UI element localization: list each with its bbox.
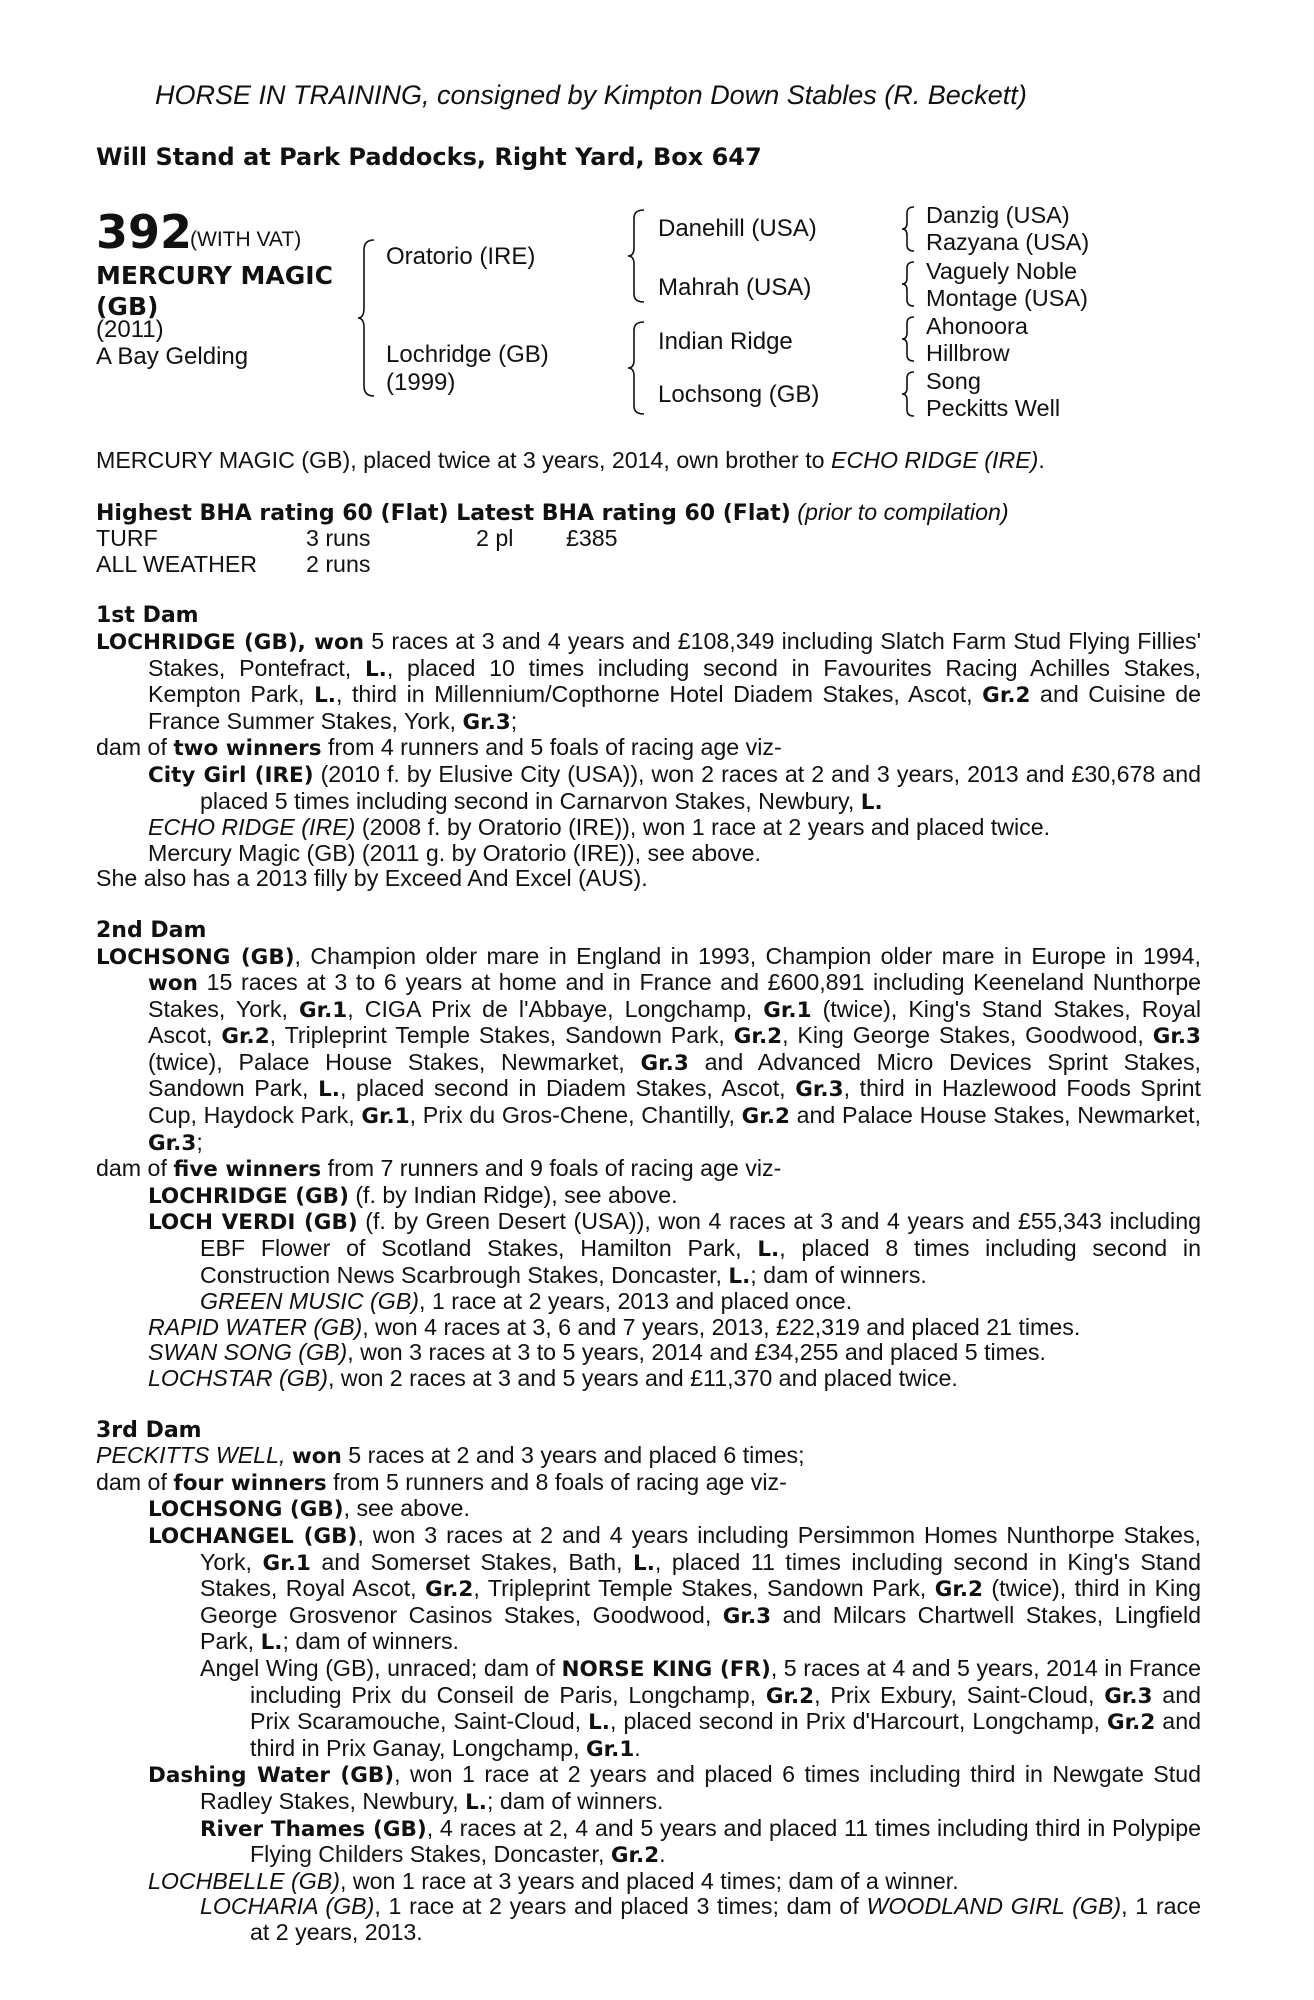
text-run: and Advanced Micro Devices Sprint Stakes, Sandown Park,: [148, 1048, 1201, 1102]
text-run: , 1 race at 2 years and placed 3 times; dam of: [374, 1893, 867, 1920]
text-run: Gr.3: [1104, 1683, 1153, 1709]
text-run: WOODLAND GIRL (GB): [866, 1893, 1122, 1920]
text-run: , King George Stakes, Goodwood,: [782, 1022, 1153, 1049]
stand-location: Will Stand at Park Paddocks, Right Yard, Box 647: [96, 143, 762, 171]
text-run: .: [1038, 447, 1045, 473]
pedigree-gen3-4: Montage (USA): [926, 285, 1088, 311]
text-run: MERCURY MAGIC (GB), placed twice at 3 years, 2014, own brother to: [96, 447, 831, 473]
pedigree-gen3-2: Razyana (USA): [926, 229, 1090, 255]
gen3-bracket-3: [902, 317, 922, 367]
second-dam-produce-summary: [96, 1156, 1201, 1183]
text-run: ; dam of winners.: [750, 1261, 927, 1288]
text-run: , won 2 races at 3 and 5 years and £11,370 and placed twice.: [327, 1365, 958, 1391]
produce-loch-verdi: [96, 1209, 1201, 1289]
text-run: LOCHSTAR (GB): [148, 1365, 328, 1391]
text-run: Gr.3: [795, 1077, 844, 1103]
text-run: , Prix Exbury, Saint-Cloud,: [814, 1681, 1105, 1708]
text-run: Gr.3: [148, 1130, 197, 1156]
pedigree-dam: Lochridge (GB): [386, 341, 549, 368]
text-run: L.: [260, 1630, 283, 1656]
text-run: , won 1 race at 3 years and placed 4 times; dam of a winner.: [340, 1867, 959, 1894]
text-run: , won 3 races at 3 to 5 years, 2014 and £34,255 and placed 5 times.: [347, 1339, 1046, 1366]
text-run: , won 4 races at 3, 6 and 7 years, 2013, £22,319 and placed 21 times.: [362, 1313, 1081, 1340]
produce-lochstar: [96, 1366, 1201, 1392]
text-run: , placed 10 times including second in Favourites Racing Achilles Stakes, Kempton Park,: [148, 654, 1201, 708]
produce-echo-ridge: [96, 815, 1201, 841]
horse-description: A Bay Gelding: [96, 343, 249, 370]
text-run: ;: [196, 1128, 203, 1155]
text-run: ; dam of winners.: [486, 1787, 664, 1814]
text-run: , 5 races at 4 and 5 years, 2014 in France including Prix du Conseil de Paris, Longchamp,: [250, 1654, 1202, 1708]
first-dam-produce-summary: [96, 735, 1201, 762]
text-run: (twice), King's Stand Stakes, Royal Ascot,: [148, 995, 1202, 1049]
pedigree-dam-sire: Indian Ridge: [658, 328, 793, 355]
pedigree-sire-sire: Danehill (USA): [658, 215, 817, 242]
catalogue-body: [96, 448, 1201, 1945]
produce-lochangel: [96, 1523, 1201, 1656]
pedigree-gen3-3: Vaguely Noble: [926, 258, 1078, 284]
text-run: (twice), Palace House Stakes, Newmarket,: [148, 1048, 641, 1075]
horse-name-line1: MERCURY MAGIC: [96, 261, 333, 290]
text-run: L.: [728, 1263, 751, 1289]
text-run: 5 races at 3 and 4 years and £108,349 including Slatch Farm Stud Flying Fillies' Stakes, Pontefract,: [148, 627, 1201, 681]
text-run: Gr.2: [610, 1843, 660, 1869]
pedigree-dam-year: (1999): [386, 369, 456, 396]
produce-rapid-water: [96, 1315, 1201, 1341]
dam-parents-bracket: [630, 322, 650, 422]
text-run: ECHO RIDGE (IRE): [831, 447, 1039, 473]
text-run: LOCHANGEL (GB): [148, 1523, 358, 1549]
produce-swan-song: [96, 1340, 1201, 1366]
vat-note: (WITH VAT): [190, 228, 302, 251]
gen3-bracket-2: [902, 262, 922, 312]
text-run: , placed 8 times including second in Construction News Scarbrough Stakes, Doncaster,: [200, 1235, 1201, 1288]
text-run: and Cuisine de France Summer Stakes, York,: [148, 681, 1202, 734]
text-run: won: [148, 971, 198, 997]
text-run: five winners: [173, 1157, 322, 1183]
text-run: L.: [588, 1710, 610, 1736]
text-run: River Thames (GB): [200, 1816, 427, 1842]
text-run: .: [659, 1841, 666, 1868]
text-run: Gr.3: [1152, 1024, 1201, 1050]
text-run: Gr.1: [361, 1104, 410, 1130]
text-run: (f. by Green Desert (USA)), won 4 races at 3 and 4 years and £55,343 including EBF Flower of Scotland Stakes, Hamilton Park,: [200, 1208, 1201, 1262]
pedigree-gen3-1: Danzig (USA): [926, 202, 1070, 228]
pedigree-gen3-6: Hillbrow: [926, 340, 1010, 366]
turf-record: TURF 3 runs 2 pl £385: [96, 525, 618, 552]
text-run: LOCHRIDGE (GB): [148, 1183, 349, 1209]
text-run: LOCH VERDI (GB): [148, 1210, 358, 1236]
text-run: L.: [633, 1550, 655, 1576]
text-run: L.: [757, 1237, 780, 1263]
all-weather-record: ALL WEATHER 2 runs: [96, 550, 371, 577]
produce-lochsong: [96, 1496, 1201, 1523]
gen3-bracket-1: [902, 207, 922, 257]
text-run: LOCHRIDGE (GB), won: [96, 629, 365, 655]
text-run: , placed second in Prix d'Harcourt, Longchamp,: [609, 1708, 1107, 1735]
text-run: 5 races at 2 and 3 years and placed 6 times;: [341, 1442, 805, 1469]
text-run: (2008 f. by Oratorio (IRE)), won 1 race at 2 years and placed twice.: [355, 814, 1051, 841]
sire-dam-bracket: [360, 240, 380, 400]
first-dam-note: She also has a 2013 filly by Exceed And Excel (AUS).: [96, 865, 648, 892]
text-run: Gr.1: [262, 1550, 311, 1576]
second-dam-heading: 2nd Dam: [96, 917, 207, 943]
pedigree-gen3-7: Song: [926, 368, 981, 394]
text-run: LOCHBELLE (GB): [148, 1867, 340, 1894]
pedigree-sire-dam: Mahrah (USA): [658, 274, 812, 301]
third-dam-record: [96, 1443, 1201, 1470]
third-dam-produce-summary: [96, 1470, 1201, 1497]
text-run: Gr.2: [733, 1024, 783, 1050]
text-run: , placed 11 times including second in King's Stand Stakes, Royal Ascot,: [200, 1548, 1201, 1602]
text-run: , 1 race at 2 years, 2013.: [250, 1893, 1201, 1945]
text-run: two winners: [173, 736, 322, 762]
text-run: , CIGA Prix de l'Abbaye, Longchamp,: [347, 995, 764, 1022]
first-dam-heading: 1st Dam: [96, 603, 199, 629]
second-dam-record: [96, 944, 1201, 1157]
text-run: from 4 runners and 5 foals of racing age viz-: [321, 734, 782, 761]
text-run: L.: [465, 1789, 487, 1815]
text-run: , see above.: [343, 1495, 470, 1522]
text-run: Gr.3: [462, 709, 511, 735]
pedigree-sire: Oratorio (IRE): [386, 243, 536, 270]
third-dam-heading: 3rd Dam: [96, 1417, 202, 1443]
text-run: LOCHSONG (GB): [96, 944, 295, 970]
produce-dashing-water: [96, 1762, 1201, 1815]
text-run: Gr.2: [1106, 1710, 1156, 1736]
text-run: SWAN SONG (GB): [148, 1339, 348, 1366]
text-run: L.: [860, 789, 883, 815]
consignor-header: HORSE IN TRAINING, consigned by Kimpton Down Stables (R. Beckett): [155, 80, 1027, 110]
text-run: , won 1 race at 2 years and placed 6 times including third in Newgate Stud Radley Stakes, Newbury,: [200, 1761, 1201, 1814]
text-run: Gr.2: [741, 1104, 790, 1130]
text-run: , 4 races at 2, 4 and 5 years and placed 11 times including third in Polypipe Flying Childers Stakes, Doncaster,: [250, 1814, 1201, 1868]
text-run: .: [634, 1734, 641, 1761]
text-run: , third in Hazlewood Foods Sprint Cup, Haydock Park,: [148, 1075, 1201, 1129]
horse-summary: [96, 448, 1201, 474]
text-run: , Prix du Gros-Chene, Chantilly,: [409, 1102, 742, 1129]
text-run: four winners: [173, 1470, 327, 1496]
text-run: Gr.2: [934, 1577, 983, 1603]
text-run: L.: [364, 656, 387, 682]
text-run: , third in Millennium/Copthorne Hotel Diadem Stakes, Ascot,: [335, 681, 983, 708]
text-run: Gr.1: [585, 1736, 635, 1762]
text-run: won: [291, 1444, 342, 1470]
text-run: (f. by Indian Ridge), see above.: [348, 1181, 678, 1208]
text-run: ; dam of winners.: [282, 1628, 459, 1655]
pedigree-gen3-5: Ahonoora: [926, 313, 1028, 339]
text-run: and third in Prix Ganay, Longchamp,: [250, 1708, 1201, 1761]
first-dam-record: [96, 629, 1201, 735]
text-run: Gr.2: [221, 1024, 270, 1050]
produce-mercury-magic: Mercury Magic (GB) (2011 g. by Oratorio (IRE)), see above.: [148, 839, 761, 866]
text-run: Gr.1: [763, 997, 812, 1023]
text-run: and Milcars Chartwell Stakes, Lingfield Park,: [200, 1601, 1201, 1655]
text-run: , 1 race at 2 years, 2013 and placed once.: [419, 1288, 853, 1315]
text-run: Angel Wing (GB), unraced; dam of: [200, 1654, 562, 1681]
produce-green-music: [96, 1289, 1201, 1315]
text-run: City Girl (IRE): [148, 762, 314, 788]
horse-name-line2: (GB): [96, 292, 159, 321]
text-run: from 7 runners and 9 foals of racing age viz-: [321, 1155, 782, 1182]
text-run: (2010 f. by Elusive City (USA)), won 2 races at 2 and 3 years, 2013 and £30,678 and placed 5 times including second in Carnarvon Stakes, Newbury,: [200, 760, 1201, 814]
text-run: Gr.3: [722, 1603, 772, 1629]
text-run: from 5 runners and 8 foals of racing age viz-: [326, 1468, 787, 1495]
produce-city-girl: [96, 762, 1201, 815]
text-run: Gr.2: [765, 1683, 815, 1709]
text-run: Gr.2: [982, 683, 1031, 709]
text-run: , won 3 races at 2 and 4 years including Persimmon Homes Nunthorpe Stakes, York,: [200, 1521, 1201, 1575]
text-run: dam of: [96, 1468, 174, 1495]
text-run: and Palace House Stakes, Newmarket,: [789, 1102, 1201, 1129]
produce-river-thames: [96, 1816, 1201, 1869]
text-run: 15 races at 3 to 6 years at home and in France and £600,891 including Keeneland Nunthorpe Stakes, York,: [148, 969, 1201, 1022]
text-run: , placed second in Diadem Stakes, Ascot,: [339, 1075, 796, 1102]
pedigree-gen3-8: Peckitts Well: [926, 395, 1061, 421]
lot-number: 392: [96, 205, 193, 259]
text-run: (twice), third in King George Grosvenor Casinos Stakes, Goodwood,: [200, 1575, 1202, 1628]
text-run: and Somerset Stakes, Bath,: [310, 1548, 634, 1575]
text-run: Gr.1: [298, 997, 348, 1023]
text-run: , Champion older mare in England in 1993, Champion older mare in Europe in 1994,: [294, 942, 1201, 969]
pedigree-dam-dam: Lochsong (GB): [658, 381, 820, 408]
text-run: GREEN MUSIC (GB): [200, 1288, 420, 1315]
produce-locharia: [96, 1894, 1201, 1945]
text-run: Dashing Water (GB): [148, 1763, 395, 1789]
bha-rating: [96, 500, 1201, 527]
text-run: and Prix Scaramouche, Saint-Cloud,: [250, 1681, 1201, 1735]
foaling-year: (2011): [96, 316, 164, 343]
text-run: RAPID WATER (GB): [148, 1313, 363, 1340]
text-run: dam of: [96, 734, 174, 761]
produce-lochridge: [96, 1183, 1201, 1210]
text-run: NORSE KING (FR): [561, 1656, 771, 1682]
sire-parents-bracket: [630, 210, 650, 310]
text-run: LOCHSONG (GB): [148, 1497, 344, 1523]
horse-name: [96, 260, 333, 322]
text-run: (prior to compilation): [797, 498, 1009, 525]
produce-angel-wing: [96, 1656, 1201, 1762]
text-run: Highest BHA rating 60 (Flat) Latest BHA rating 60 (Flat): [96, 500, 791, 526]
text-run: PECKITTS WELL,: [96, 1442, 292, 1469]
text-run: L.: [314, 683, 336, 709]
text-run: LOCHARIA (GB): [200, 1893, 375, 1920]
text-run: dam of: [96, 1155, 174, 1182]
text-run: ECHO RIDGE (IRE): [148, 814, 356, 841]
text-run: , Tripleprint Temple Stakes, Sandown Park,: [473, 1575, 935, 1602]
text-run: ;: [510, 707, 518, 734]
text-run: Gr.2: [425, 1577, 474, 1603]
text-run: , Tripleprint Temple Stakes, Sandown Park,: [269, 1022, 734, 1049]
text-run: L.: [318, 1077, 340, 1103]
produce-lochbelle: [96, 1869, 1201, 1895]
gen3-bracket-4: [902, 372, 922, 422]
text-run: Gr.3: [640, 1050, 689, 1076]
